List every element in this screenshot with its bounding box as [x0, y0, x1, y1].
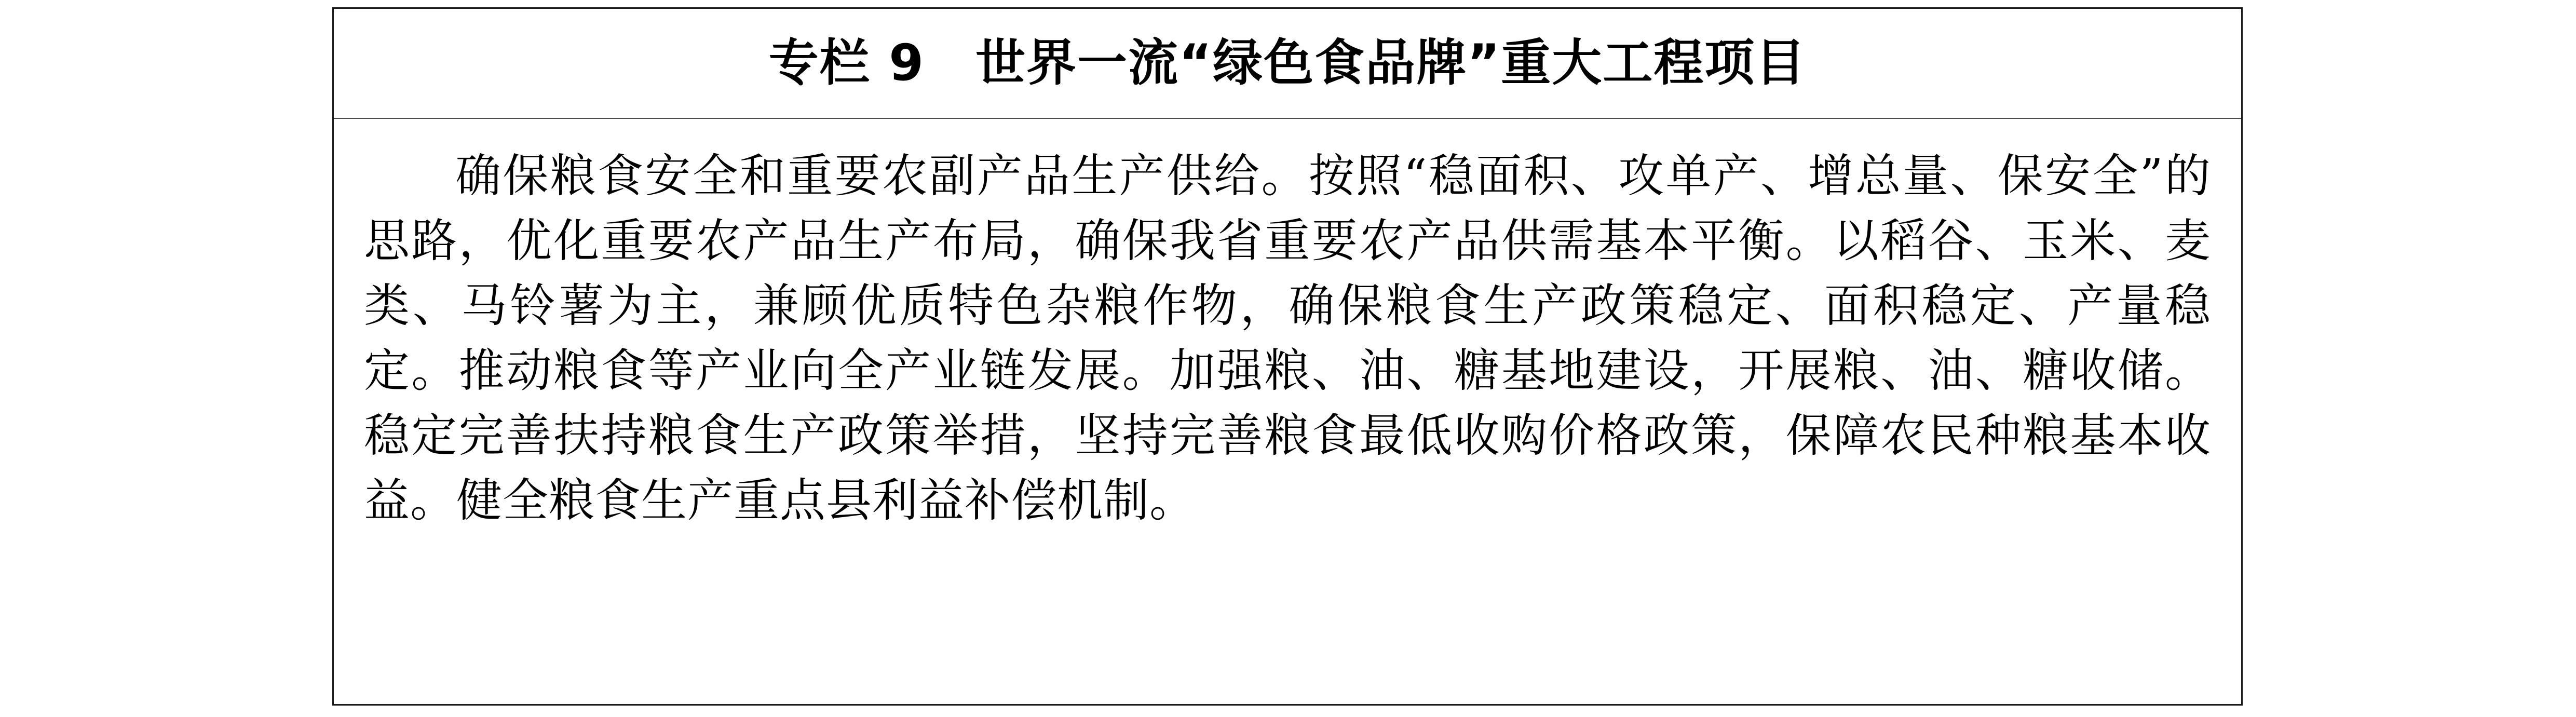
- callout-body: [334, 119, 2241, 704]
- callout-box: [332, 7, 2243, 706]
- callout-title: 专栏 9 世界一流“绿色食品牌”重大工程项目: [768, 34, 1807, 92]
- callout-header: [334, 9, 2241, 119]
- callout-body-paragraph: 确保粮食安全和重要农副产品生产供给。按照“稳面积、攻单产、增总量、保安全”的思路，优化重要农产品生产布局，确保我省重要农产品供需基本平衡。以稻谷、玉米、麦类、马铃薯为主，兼顾优质特色杂粮作物，确保粮食生产政策稳定、面积稳定、产量稳定。推动粮食等产业向全产业链发展。加强粮、油、糖基地建设，开展粮、油、糖收储。稳定完善扶持粮食生产政策举措，坚持完善粮食最低收购价格政策，保障农民种粮基本收益。健全粮食生产重点县利益补偿机制。: [364, 149, 2211, 527]
